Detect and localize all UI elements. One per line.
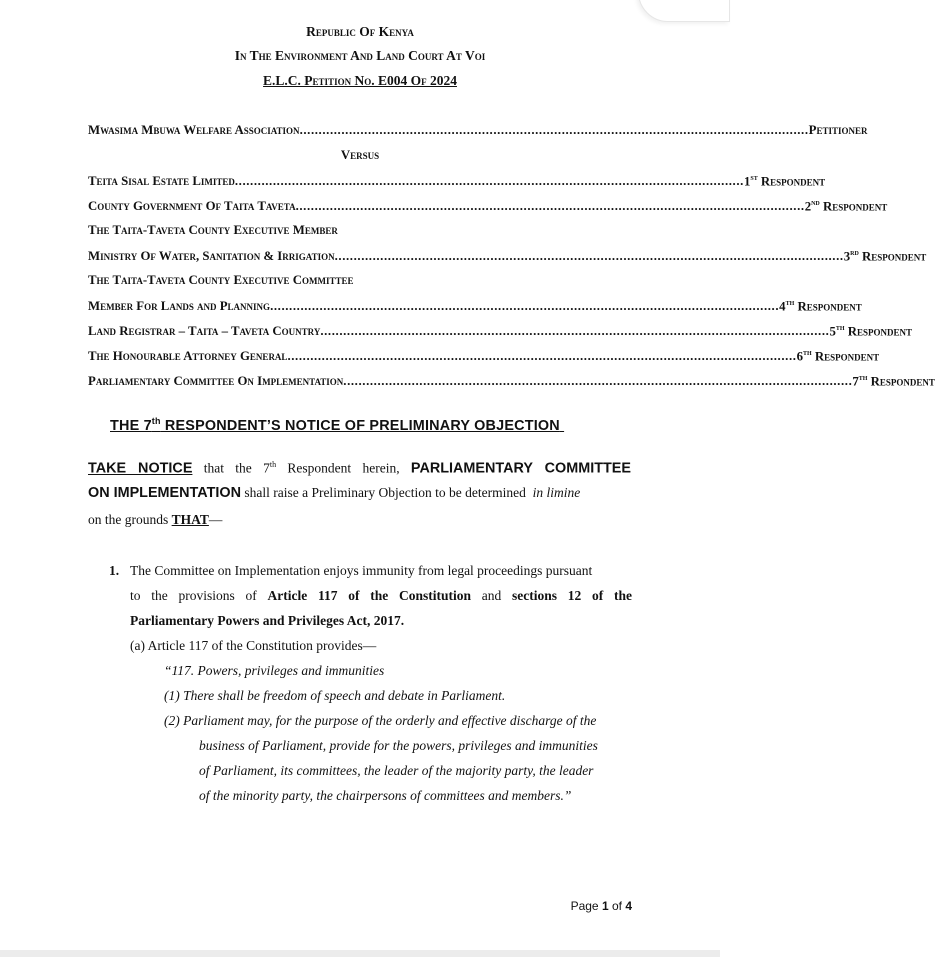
intro-line-2: ON IMPLEMENTATION shall raise a Preliminary Objection to be determined in limine <box>88 485 581 501</box>
header-petition <box>0 73 720 89</box>
party-name: Teita Sisal Estate Limited <box>88 174 235 189</box>
leader-dots: ...................................................................................................................................... <box>295 199 805 214</box>
party-name: Ministry Of Water, Sanitation & Irrigation <box>88 249 335 264</box>
leader-dots: ...................................................................................................................................... <box>343 374 853 389</box>
notice-title: THE 7th RESPONDENT’S NOTICE OF PRELIMINARY OBJECTION <box>110 416 560 434</box>
party-role: 1st Respondent <box>743 173 826 189</box>
ground-1-line-2: to the provisions of Article 117 of the Constitution and sections 12 of the <box>130 588 632 603</box>
leader-dots: ...................................................................................................................................... <box>299 123 809 137</box>
versus-label: Versus <box>340 148 380 162</box>
page-number: Page 1 of 4 <box>570 899 632 913</box>
party-name: Member For Lands and Planning <box>88 299 271 314</box>
party-respondent-2 <box>88 198 888 216</box>
party-petitioner <box>88 123 868 141</box>
party-role: 3rd Respondent <box>843 248 927 264</box>
intro-line-3: on the grounds THAT— <box>88 512 223 527</box>
quote-clause-2-line-3: of Parliament, its committees, the leader of the majority party, the leader <box>199 763 594 778</box>
ground-1-sub-a: (a) Article 117 of the Constitution provides— <box>130 638 377 653</box>
party-role: 7th Respondent <box>852 373 935 389</box>
leader-dots: ...................................................................................................................................... <box>334 249 844 264</box>
take-notice: TAKE NOTICE <box>88 460 193 477</box>
quote-clause-2-line-4: of the minority party, the chairpersons of committees and members.” <box>199 788 572 803</box>
leader-dots: ...................................................................................................................................... <box>287 349 797 364</box>
party-role: 5th Respondent <box>829 323 912 339</box>
party-role: 2nd Respondent <box>804 198 888 214</box>
party-respondent-1 <box>88 173 826 191</box>
intro-line-1: TAKE NOTICE that the 7th Respondent herein, PARLIAMENTARY COMMITTEE <box>88 460 631 477</box>
party-respondent-3-line1: The Taita-Taveta County Executive Member <box>88 223 338 237</box>
party-respondent-4-line1: The Taita-Taveta County Executive Committee <box>88 273 354 287</box>
quote-clause-2-line-2: business of Parliament, provide for the powers, privileges and immunities <box>199 738 598 753</box>
leader-dots: ...................................................................................................................................... <box>234 174 744 189</box>
party-name: Mwasima Mbuwa Welfare Association <box>88 123 300 137</box>
bottom-strip <box>0 950 720 957</box>
party-role: Petitioner <box>808 123 868 137</box>
quote-clause-2-line-1: (2) Parliament may, for the purpose of the orderly and effective discharge of the <box>164 713 597 728</box>
ground-1-number: 1. <box>109 563 120 578</box>
party-name: The Honourable Attorney General <box>88 349 288 364</box>
leader-dots: ...................................................................................................................................... <box>320 324 830 339</box>
party-respondent-4 <box>88 298 862 316</box>
party-name: Land Registrar – Taita – Taveta Country <box>88 324 321 339</box>
header-court: In The Environment And Land Court At Voi <box>234 48 486 63</box>
quote-title: “117. Powers, privileges and immunities <box>164 663 385 678</box>
ground-1-line-3: Parliamentary Powers and Privileges Act, 2017. <box>130 613 405 628</box>
party-name: County Government Of Taita Taveta <box>88 199 296 214</box>
party-respondent-7 <box>88 373 935 391</box>
party-respondent-5 <box>88 323 912 341</box>
party-role: 4th Respondent <box>779 298 862 314</box>
party-respondent-6 <box>88 348 880 366</box>
party-respondent-3 <box>88 248 927 266</box>
quote-clause-1: (1) There shall be freedom of speech and debate in Parliament. <box>164 688 506 703</box>
petition-number: E.L.C. Petition No. E004 Of 2024 <box>263 73 457 88</box>
leader-dots: ...................................................................................................................................... <box>270 299 780 314</box>
page-corner-fold <box>638 0 730 22</box>
party-role: 6th Respondent <box>796 348 880 364</box>
ground-1-line-1: The Committee on Implementation enjoys immunity from legal proceedings pursuant <box>130 563 593 578</box>
party-name: Parliamentary Committee On Implementation <box>88 374 344 389</box>
header-republic: Republic Of Kenya <box>306 24 414 39</box>
